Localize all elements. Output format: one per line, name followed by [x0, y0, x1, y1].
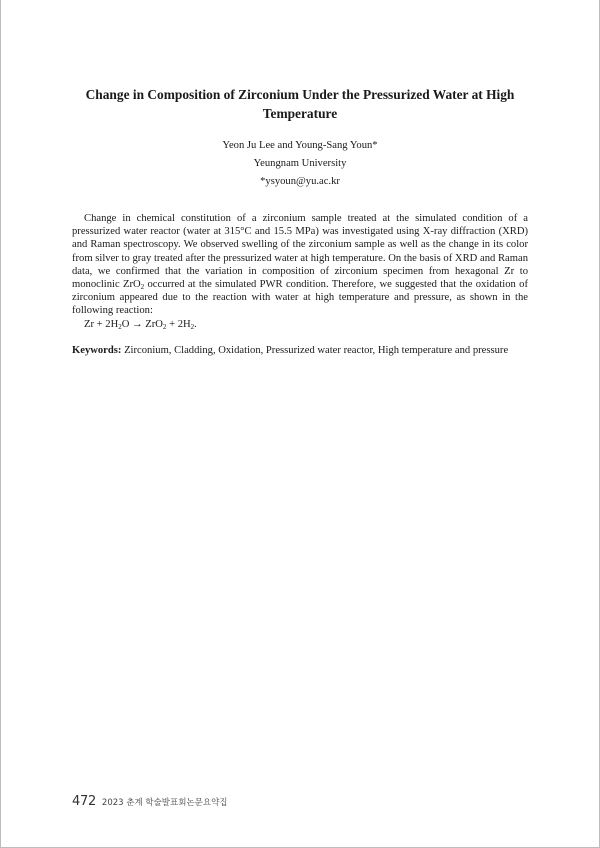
abstract-paragraph: [72, 212, 528, 318]
equation-sub-1: 2: [118, 323, 122, 331]
abstract-text-part1: Change in chemical constitution of a zirconium sample treated at the simulated condition of a pressurized water reactor (water at 315°C and 15.5 MPa) was investigated using X-ray diffraction (XRD) and Raman spectroscopy. We observed swelling of the zirconium sample as well as the change in its color from silver to gray treated after the pressurized water at high temperature. On the basis of XRD and Raman data, we confirmed that the variation in composition of zirconium specimen from hexagonal Zr to monoclinic ZrO: [72, 213, 528, 291]
equation-part-4: .: [194, 319, 197, 330]
equation-part-3: + 2H: [166, 319, 191, 330]
equation-sub-3: 2: [190, 323, 195, 331]
keywords-label: Keywords:: [72, 345, 122, 356]
abstract-text-part2: occurred at the simulated PWR condition. Therefore, we suggested that the oxidation of zirconium appeared due to the reaction with water at high temperature and pressure, as shown in the following reaction:: [72, 279, 528, 317]
author-email: *ysyoun@yu.ac.kr: [260, 176, 340, 187]
keywords-line: [72, 344, 532, 357]
affiliation: Yeungnam University: [253, 158, 347, 169]
page-number: 472: [72, 794, 96, 809]
paper-title: Change in Composition of Zirconium Under the Pressurized Water at High Temperature: [85, 87, 515, 121]
keywords-list: Zirconium, Cladding, Oxidation, Pressurized water reactor, High temperature and pressure: [121, 345, 509, 356]
reaction-equation: [84, 318, 197, 331]
abstract-subscript: 2: [140, 283, 145, 292]
page-footer: [72, 790, 228, 809]
equation-part-2: O → ZrO: [121, 319, 163, 330]
equation-sub-2: 2: [162, 323, 167, 331]
author-list: Yeon Ju Lee and Young-Sang Youn*: [222, 140, 378, 151]
equation-part-1: Zr + 2H: [84, 319, 119, 330]
proceedings-title: 2023 춘계 학술발표회논문요약집: [101, 798, 228, 808]
